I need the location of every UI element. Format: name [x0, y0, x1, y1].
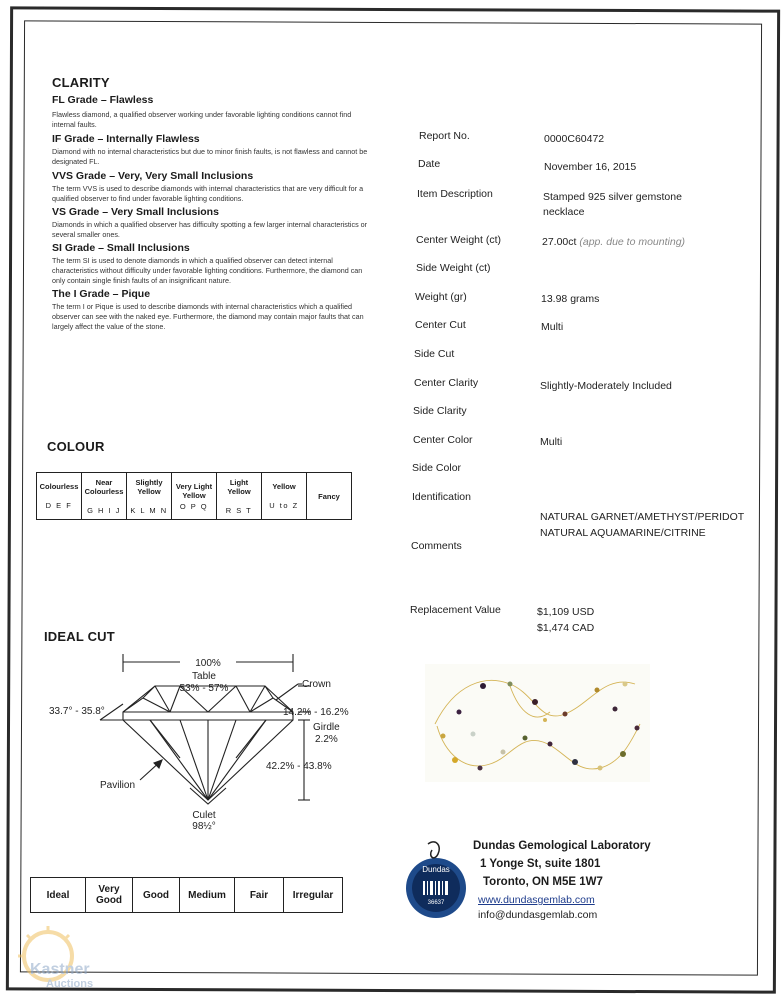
seal-text: Dundas [422, 865, 450, 874]
colour-name: Slightly Yellow [135, 477, 163, 496]
grade-i [52, 288, 372, 332]
identification-line-1: NATURAL GARNET/AMETHYST/PERIDOT [540, 511, 745, 523]
identification-line-2: NATURAL AQUAMARINE/CITRINE [540, 527, 706, 539]
colour-name: Very Light Yellow [175, 481, 213, 500]
colour-cell [307, 473, 352, 520]
watermark-line-1: Kastner [30, 961, 90, 978]
colour-name: Near Colourless [84, 477, 124, 496]
grade-desc: Diamond with no internal characteristics but due to minor finish faults, is not flawless and cannot be designated FL. [52, 147, 368, 166]
colour-name: Yellow [272, 482, 296, 491]
crown-label: Crown [302, 679, 331, 690]
ideal-cut-title: IDEAL CUT [44, 629, 115, 644]
crown-angle: 33.7° - 35.8° [49, 706, 105, 717]
report-no-label: Report No. [419, 130, 470, 142]
center-weight-amount: 27.00ct [542, 236, 577, 248]
grade-if [52, 133, 372, 167]
grade-title: VS Grade – Very Small Inclusions [52, 206, 219, 218]
identification-label: Identification [412, 491, 471, 503]
item-description-value: Stamped 925 silver gemstone necklace [543, 191, 682, 218]
colour-name: Light Yellow [227, 477, 251, 496]
cut-grade-cell: Fair [235, 878, 284, 913]
width-label: 100% [195, 658, 221, 669]
girdle-pct: 2.2% [315, 734, 338, 745]
grade-title: IF Grade – Internally Flawless [52, 133, 200, 145]
diamond-diagram [40, 648, 380, 838]
report-no-value: 0000C60472 [544, 133, 605, 145]
center-clarity-value: Slightly-Moderately Included [540, 380, 672, 392]
colour-cell [37, 473, 82, 520]
grade-desc: The term I or Pique is used to describe diamonds with internal characteristics which a qualified observer can see with the naked eye. Furthermore, the diamond may contain major faults that can largely affect the value of the stone. [52, 302, 364, 331]
side-color-label: Side Color [412, 462, 462, 474]
center-clarity-label: Center Clarity [414, 377, 479, 389]
grade-title: FL Grade – Flawless [52, 94, 154, 106]
cut-grade-table [30, 877, 343, 913]
colour-cell [172, 473, 217, 520]
grade-desc: The term SI is used to denote diamonds in which a qualified observer can detect internal characteristics without difficulty under favorable lighting conditions. Furthermore, the diamond can only contain single finish faults of an insignificant nature. [52, 256, 363, 285]
colour-cell [82, 473, 127, 520]
replacement-value-label: Replacement Value [410, 604, 501, 616]
cut-grade-cell: Very Good [86, 878, 133, 913]
item-description-label: Item Description [417, 188, 493, 200]
lab-website-link[interactable]: www.dundasgemlab.com [478, 894, 595, 906]
colour-cell [127, 473, 172, 520]
colour-name: Colourless [39, 482, 79, 491]
colour-cell [217, 473, 262, 520]
grade-vvs [52, 170, 372, 204]
lab-name: Dundas Gemological Laboratory [473, 840, 651, 852]
side-weight-label: Side Weight (ct) [416, 262, 491, 274]
pavilion-label: Pavilion [100, 780, 136, 791]
lab-seal-logo [398, 836, 476, 932]
date-value: November 16, 2015 [544, 161, 637, 173]
center-cut-value: Multi [541, 321, 564, 333]
center-color-label: Center Color [413, 434, 473, 446]
center-weight-value [542, 236, 685, 248]
grade-title: The I Grade – Pique [52, 288, 151, 300]
clarity-title: CLARITY [52, 75, 110, 90]
seal-number: 36637 [427, 900, 445, 906]
clarity-grades [52, 94, 372, 332]
colour-code: K L M N [130, 505, 168, 515]
weight-label: Weight (gr) [415, 291, 467, 303]
grade-desc: Diamonds in which a qualified observer has difficulty spotting a few larger internal characteristics or several smaller ones. [52, 220, 368, 239]
colour-scale-table [36, 472, 352, 520]
center-weight-note: (app. due to mounting) [579, 236, 686, 248]
replacement-cad: $1,474 CAD [537, 622, 595, 634]
lab-address-2: Toronto, ON M5E 1W7 [483, 876, 603, 888]
table-label: Table [192, 671, 216, 682]
necklace-photo [425, 664, 650, 782]
crown-height: 14.2% - 16.2% [283, 707, 349, 718]
side-clarity-label: Side Clarity [413, 405, 467, 417]
colour-code: U to Z [269, 501, 299, 510]
grade-desc: Flawless diamond, a qualified observer working under favorable lighting conditions cannot find internal faults. [52, 110, 352, 129]
center-color-value: Multi [540, 436, 563, 448]
pavilion-depth: 42.2% - 43.8% [266, 761, 332, 772]
culet-pct: 98½° [192, 821, 216, 832]
watermark-line-2: Auctions [46, 978, 94, 990]
center-weight-label: Center Weight (ct) [416, 234, 501, 246]
replacement-usd: $1,109 USD [537, 606, 595, 618]
lab-email: info@dundasgemlab.com [478, 909, 598, 921]
weight-value: 13.98 grams [541, 293, 600, 305]
colour-code: G H I J [87, 505, 121, 515]
lab-address-1: 1 Yonge St, suite 1801 [480, 858, 601, 870]
table-pct: 53% - 57% [179, 683, 229, 694]
side-cut-label: Side Cut [414, 348, 455, 360]
grade-title: VVS Grade – Very, Very Small Inclusions [52, 170, 254, 182]
cut-grade-cell: Irregular [284, 878, 343, 913]
grade-si [52, 242, 372, 286]
colour-cell [262, 473, 307, 520]
grade-desc: The term VVS is used to describe diamonds with internal characteristics that are very difficult for a qualified observer to find under favorable lighting conditions. [52, 184, 364, 203]
cut-grade-cell: Medium [180, 878, 235, 913]
center-cut-label: Center Cut [415, 319, 466, 331]
grade-fl [52, 94, 372, 130]
cut-grade-cell: Ideal [31, 878, 86, 913]
colour-name: Fancy [318, 491, 340, 501]
colour-code: O P Q [179, 501, 209, 511]
colour-title: COLOUR [47, 439, 105, 454]
girdle-label: Girdle [313, 722, 340, 733]
colour-code: R S T [225, 505, 253, 515]
colour-code: D E F [45, 501, 73, 510]
cut-grade-cell: Good [133, 878, 180, 913]
date-label: Date [418, 158, 441, 170]
grade-title: SI Grade – Small Inclusions [52, 242, 190, 254]
grade-vs [52, 206, 372, 240]
auction-watermark-logo [10, 924, 120, 994]
culet-label: Culet [192, 810, 216, 821]
comments-label: Comments [411, 540, 462, 552]
